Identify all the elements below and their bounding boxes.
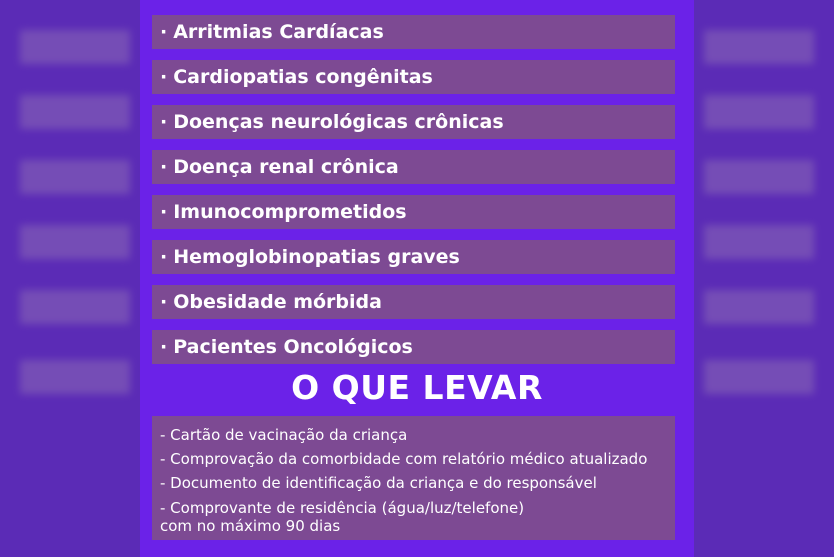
requirement-line: - Comprovante de residência (água/luz/telefone)	[160, 499, 525, 517]
condition-label: Imunocomprometidos	[173, 201, 407, 223]
blurred-shape	[704, 30, 814, 64]
requirement-line: com no máximo 90 dias	[160, 517, 341, 535]
condition-label: Obesidade mórbida	[173, 291, 382, 313]
condition-item	[152, 60, 675, 94]
blurred-shape	[20, 95, 130, 129]
blurred-shape	[704, 225, 814, 259]
blurred-shape	[704, 360, 814, 394]
blurred-shape	[20, 290, 130, 324]
condition-label: Pacientes Oncológicos	[173, 336, 413, 358]
bullet: ·	[160, 21, 168, 43]
blurred-left-panel	[0, 0, 140, 557]
condition-label: Doenças neurológicas crônicas	[173, 111, 504, 133]
bullet: ·	[160, 111, 168, 133]
requirements-box	[152, 416, 675, 540]
blurred-shape	[20, 160, 130, 194]
section-title: O QUE LEVAR	[291, 368, 543, 407]
requirement-line: - Cartão de vacinação da criança	[160, 426, 408, 444]
bullet: ·	[160, 156, 168, 178]
blurred-shape	[704, 290, 814, 324]
blurred-shape	[20, 30, 130, 64]
bullet: ·	[160, 66, 168, 88]
requirement-line: - Documento de identificação da criança e do responsável	[160, 474, 597, 492]
condition-label: Arritmias Cardíacas	[173, 21, 384, 43]
condition-item	[152, 105, 675, 139]
condition-label: Hemoglobinopatias graves	[173, 246, 460, 268]
bullet: ·	[160, 336, 168, 358]
blurred-shape	[704, 95, 814, 129]
requirement-line: - Comprovação da comorbidade com relatório médico atualizado	[160, 450, 648, 468]
condition-item	[152, 330, 675, 364]
bullet: ·	[160, 291, 168, 313]
condition-label: Doença renal crônica	[173, 156, 399, 178]
blurred-shape	[20, 225, 130, 259]
blurred-right-panel	[694, 0, 834, 557]
content-panel	[140, 0, 694, 557]
blurred-shape	[20, 360, 130, 394]
bullet: ·	[160, 201, 168, 223]
blurred-shape	[704, 160, 814, 194]
condition-item	[152, 285, 675, 319]
condition-item	[152, 15, 675, 49]
condition-label: Cardiopatias congênitas	[173, 66, 433, 88]
condition-item	[152, 150, 675, 184]
condition-item	[152, 195, 675, 229]
bullet: ·	[160, 246, 168, 268]
condition-item	[152, 240, 675, 274]
